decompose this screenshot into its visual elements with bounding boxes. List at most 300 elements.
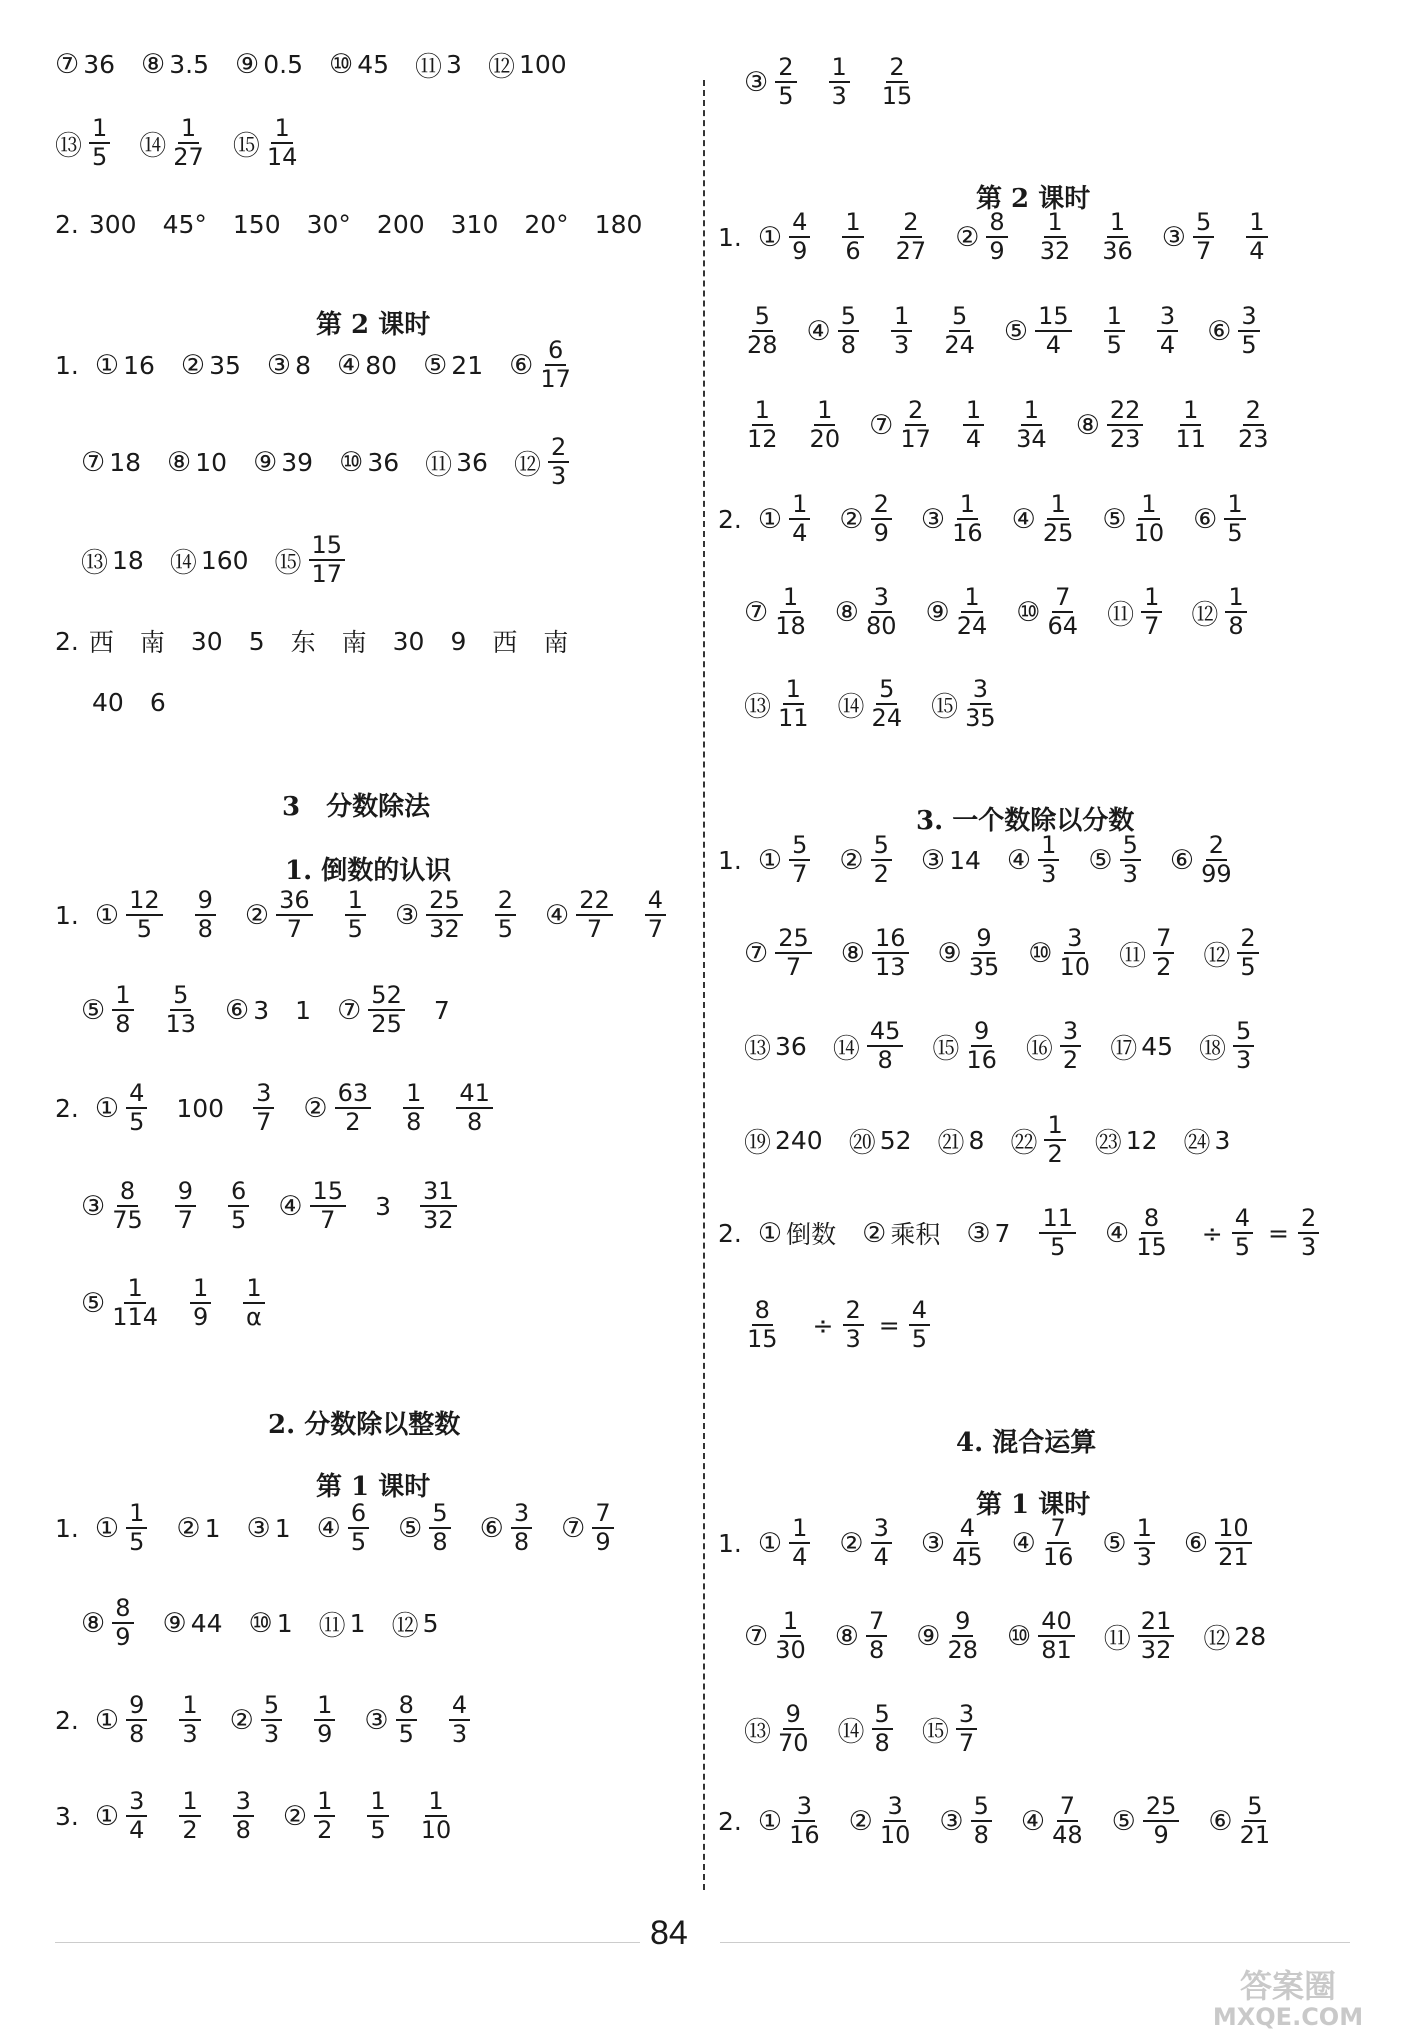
- item-marker: ③: [1161, 221, 1186, 253]
- item-marker: ㉑: [937, 1127, 965, 1159]
- numerator: 1: [126, 1500, 147, 1529]
- numerator: 2: [495, 887, 516, 916]
- denominator: 8: [1228, 612, 1244, 640]
- item-marker: ⑤: [398, 1512, 423, 1544]
- item-marker: ⑥: [1169, 844, 1195, 876]
- answer-item: [291, 623, 316, 659]
- answer-item: [337, 982, 408, 1038]
- answer-item: [453, 1080, 496, 1136]
- operator: ÷: [812, 1310, 834, 1340]
- answer-item: [1119, 925, 1177, 981]
- section-heading: 1. 倒数的认识: [285, 856, 452, 886]
- answer-value: 3: [375, 1191, 391, 1221]
- denominator: 5: [1106, 331, 1122, 359]
- numerator: 5: [876, 676, 897, 705]
- answer-item: [95, 887, 166, 943]
- fraction: [969, 925, 1000, 981]
- question-number: 3.: [55, 1801, 79, 1831]
- answer-item: [807, 303, 863, 359]
- numerator: 1: [124, 1275, 145, 1304]
- item-marker: ⑤: [1102, 503, 1127, 535]
- answer-line: [55, 1783, 480, 1849]
- answer-item: [1028, 925, 1093, 981]
- fraction: [1043, 1515, 1074, 1571]
- item-marker: ⑬: [744, 1033, 771, 1065]
- answer-item: [55, 1514, 89, 1543]
- denominator: 35: [968, 953, 1000, 981]
- denominator: 15: [747, 1325, 778, 1353]
- fraction: [173, 115, 204, 171]
- item-marker: ⑬: [744, 1716, 771, 1748]
- answer-value: 南: [543, 628, 569, 657]
- item-marker: ③: [939, 1805, 964, 1837]
- answer-line: [718, 1107, 1256, 1173]
- answer-item: [311, 1692, 338, 1748]
- answer-item: [377, 210, 425, 239]
- answer-item: [163, 982, 200, 1038]
- item-marker: ㉓: [1094, 1127, 1122, 1159]
- item-marker: ⑦: [81, 446, 106, 478]
- answer-item: [758, 491, 814, 547]
- item-marker: ⑦: [55, 48, 80, 80]
- numerator: 4: [449, 1692, 470, 1721]
- denominator: 3: [845, 1325, 861, 1353]
- numerator: 1: [1044, 209, 1065, 238]
- denominator: 25: [1042, 519, 1074, 547]
- fraction: [789, 832, 810, 888]
- answer-value: 40: [92, 687, 124, 717]
- numerator: 7: [592, 1500, 613, 1529]
- item-marker: ⑯: [1025, 1033, 1053, 1065]
- numerator: 5: [1193, 209, 1214, 238]
- item-marker: ①: [94, 1800, 120, 1832]
- fraction: [871, 1515, 892, 1571]
- answer-item: [283, 1788, 339, 1844]
- fraction: [348, 1500, 369, 1556]
- answer-item: [1102, 1515, 1158, 1571]
- fraction: [957, 584, 988, 640]
- answer-item: [176, 1513, 220, 1544]
- answer-item: [1088, 832, 1144, 888]
- fraction: [195, 887, 216, 943]
- numerator: 16: [872, 925, 909, 954]
- answer-item: [95, 350, 155, 381]
- answer-line: [55, 1590, 464, 1656]
- answer-line: [55, 882, 695, 948]
- answer-item: [246, 1513, 290, 1544]
- answer-item: [278, 1178, 349, 1234]
- answer-value: 16: [123, 350, 155, 380]
- item-marker: ⑪: [1119, 940, 1147, 972]
- fraction: [1136, 1205, 1167, 1261]
- answer-item: [921, 1515, 986, 1571]
- answer-value: 300: [88, 209, 137, 239]
- denominator: 3: [1236, 1046, 1252, 1074]
- fraction: [966, 1018, 997, 1074]
- answer-item: [1037, 209, 1074, 265]
- denominator: 7: [1144, 612, 1160, 640]
- answer-value: 7: [433, 995, 450, 1025]
- numerator: 1: [1104, 303, 1125, 332]
- answer-item: [267, 350, 311, 381]
- fraction: [867, 1018, 904, 1074]
- answer-item: [1112, 1793, 1183, 1849]
- numerator: 8: [752, 1297, 773, 1326]
- answer-line: [718, 49, 941, 115]
- numerator: 8: [396, 1692, 417, 1721]
- denominator: 7: [1196, 237, 1212, 265]
- answer-item: [1007, 1608, 1078, 1664]
- item-marker: ③: [920, 503, 946, 535]
- answer-value: 3: [446, 49, 462, 79]
- section-heading: 3. 一个数除以分数: [916, 806, 1135, 836]
- denominator: 2: [1062, 1046, 1079, 1074]
- answer-item: [1184, 1121, 1231, 1160]
- fraction: [253, 1080, 274, 1136]
- answer-item: [718, 1807, 752, 1836]
- denominator: 5: [92, 143, 108, 171]
- denominator: 5: [370, 1816, 386, 1844]
- question-number: 1.: [55, 1513, 79, 1543]
- answer-item: [95, 1692, 151, 1748]
- denominator: 15: [881, 82, 913, 110]
- fraction: [747, 1297, 778, 1353]
- denominator: 17: [900, 425, 931, 453]
- fraction: [243, 1275, 264, 1331]
- item-marker: ⑭: [837, 1716, 865, 1748]
- fraction: [1048, 584, 1079, 640]
- answer-item: [1203, 925, 1261, 981]
- operator: =: [1268, 1218, 1289, 1248]
- answer-line: [718, 1510, 1281, 1576]
- answer-item: [835, 584, 900, 640]
- denominator: 2: [345, 1108, 361, 1136]
- answer-item: [839, 209, 866, 265]
- answer-value: 9: [450, 626, 467, 656]
- answer-item: [1162, 209, 1218, 265]
- question-number: 2.: [55, 209, 79, 239]
- numerator: 9: [973, 925, 994, 954]
- numerator: 6: [545, 337, 566, 366]
- fraction: [789, 1793, 820, 1849]
- denominator: 9: [792, 237, 808, 265]
- answer-item: [1101, 303, 1128, 359]
- fraction: [314, 1692, 335, 1748]
- fraction: [1238, 397, 1269, 453]
- answer-item: [425, 443, 488, 482]
- numerator: 5: [1244, 1793, 1265, 1822]
- item-marker: ⑮: [232, 130, 260, 162]
- numerator: 5: [949, 303, 970, 332]
- answer-item: [187, 1275, 214, 1331]
- fraction: [396, 1692, 417, 1748]
- answer-item: [92, 688, 124, 717]
- item-marker: ③: [744, 66, 769, 98]
- item-marker: ⑪: [1107, 599, 1135, 631]
- item-marker: ①: [757, 1805, 783, 1837]
- answer-value: 3: [1214, 1125, 1231, 1155]
- denominator: 7: [792, 860, 808, 888]
- item-marker: ③: [920, 1527, 946, 1559]
- fraction: [228, 1178, 249, 1234]
- fraction: [1134, 1515, 1155, 1571]
- numerator: 3: [1064, 925, 1085, 954]
- fraction: [810, 397, 841, 453]
- denominator: 4: [1045, 331, 1061, 359]
- answer-item: [55, 351, 89, 380]
- item-marker: ④: [1020, 1805, 1046, 1837]
- denominator: 5: [136, 915, 152, 943]
- denominator: 7: [320, 1206, 336, 1234]
- fraction: [1044, 1112, 1065, 1168]
- footer-rule-right: [720, 1942, 1350, 1943]
- numerator: 9: [175, 1178, 196, 1207]
- denominator: 36: [1102, 237, 1133, 265]
- answer-value: 10: [195, 447, 228, 477]
- item-marker: ⑧: [167, 446, 192, 478]
- denominator: 8: [840, 331, 857, 359]
- answer-item: [176, 1788, 203, 1844]
- item-marker: ①: [94, 1512, 120, 1544]
- item-marker: ⑬: [744, 691, 771, 723]
- answer-value: 3: [253, 995, 270, 1025]
- item-marker: ⑱: [1199, 1033, 1226, 1065]
- answer-value: 0.5: [263, 49, 303, 79]
- answer-line: [718, 1013, 1283, 1079]
- answer-item: [398, 1500, 454, 1556]
- fraction: [1134, 491, 1165, 547]
- numerator: 9: [195, 887, 216, 916]
- svg-text:MXQE.COM: MXQE.COM: [1212, 2003, 1364, 2031]
- denominator: 9: [1153, 1821, 1169, 1849]
- item-marker: ①: [94, 1704, 120, 1736]
- item-marker: ⑫: [1203, 940, 1231, 972]
- numerator: 2: [775, 54, 796, 83]
- answer-item: [342, 623, 367, 659]
- answer-line: [55, 31, 593, 97]
- operator: ÷: [1201, 1218, 1223, 1248]
- question-number: 2.: [718, 1806, 742, 1836]
- question-number: 2.: [55, 1705, 79, 1735]
- denominator: 45: [952, 1543, 983, 1571]
- denominator: 21: [1239, 1821, 1271, 1849]
- numerator: 1: [780, 584, 801, 613]
- answer-value: 8: [968, 1125, 985, 1155]
- answer-item: [839, 832, 895, 888]
- answer-item: [249, 627, 265, 656]
- denominator: 24: [944, 331, 975, 359]
- item-marker: ⑥: [479, 1512, 504, 1544]
- answer-item: [81, 1275, 161, 1331]
- numerator: 15: [310, 1178, 347, 1207]
- item-marker: ⑨: [162, 1607, 187, 1639]
- answer-value: 6: [149, 687, 166, 717]
- fraction: [1039, 1205, 1076, 1261]
- section-heading: 第 1 课时: [316, 1472, 431, 1502]
- answer-line: [55, 527, 374, 593]
- denominator: 3: [831, 82, 847, 110]
- numerator: 1: [243, 1275, 264, 1304]
- numerator: 5: [261, 1692, 282, 1721]
- numerator: 21: [1138, 1608, 1175, 1637]
- fraction: [952, 1515, 983, 1571]
- fraction: [645, 887, 666, 943]
- numerator: 22: [576, 887, 613, 916]
- answer-item: [319, 1604, 366, 1643]
- numerator: 36: [276, 887, 313, 916]
- item-marker: ⑫: [1191, 599, 1219, 631]
- answer-item: [873, 1297, 933, 1353]
- answer-item: [81, 1595, 137, 1651]
- question-number: 2.: [55, 1093, 79, 1123]
- answer-item: [55, 115, 113, 171]
- fraction: [1232, 1205, 1253, 1261]
- denominator: 8: [877, 1046, 893, 1074]
- item-marker: ⑦: [744, 1620, 769, 1652]
- answer-item: [81, 447, 141, 478]
- answer-item: [1013, 397, 1050, 453]
- item-marker: ⑭: [169, 547, 197, 579]
- numerator: 9: [971, 1018, 992, 1047]
- numerator: 1: [1134, 1515, 1155, 1544]
- denominator: 7: [647, 915, 664, 943]
- fraction: [747, 303, 778, 359]
- fraction: [548, 434, 569, 490]
- denominator: 6: [845, 237, 861, 265]
- numerator: 1: [190, 1275, 211, 1304]
- fraction: [345, 887, 366, 943]
- answer-item: [758, 1515, 814, 1571]
- fraction: [112, 1178, 143, 1234]
- answer-value: 30: [190, 626, 223, 656]
- section-heading: 4. 混合运算: [956, 1428, 1097, 1458]
- item-marker: ⑥: [1193, 503, 1218, 535]
- numerator: 1: [961, 584, 982, 613]
- fraction: [986, 209, 1007, 265]
- denominator: 11: [778, 704, 809, 732]
- denominator: 2: [182, 1816, 198, 1844]
- section-heading: 第 2 课时: [976, 184, 1091, 214]
- answer-line: [718, 298, 1289, 364]
- numerator: 1: [891, 303, 912, 332]
- answer-item: [176, 1692, 203, 1748]
- answer-value: 44: [190, 1608, 223, 1638]
- fraction: [1038, 832, 1059, 888]
- denominator: 28: [947, 1636, 979, 1664]
- item-marker: ⑮: [931, 691, 959, 723]
- answer-item: [303, 1080, 374, 1136]
- denominator: 2: [317, 1816, 333, 1844]
- denominator: 17: [311, 560, 343, 588]
- answer-value: 3.5: [169, 49, 210, 79]
- denominator: 18: [775, 612, 806, 640]
- item-marker: ①: [94, 1092, 120, 1124]
- numerator: 22: [1107, 397, 1144, 426]
- numerator: 1: [842, 209, 863, 238]
- answer-item: [509, 337, 574, 393]
- answer-item: [230, 1692, 286, 1748]
- fraction: [1016, 397, 1047, 453]
- denominator: 34: [1016, 425, 1047, 453]
- denominator: 2: [1156, 953, 1172, 981]
- answer-item: [240, 1275, 267, 1331]
- answer-item: [329, 49, 389, 80]
- numerator: 4: [957, 1515, 978, 1544]
- denominator: 64: [1047, 612, 1079, 640]
- numerator: 15: [309, 532, 346, 561]
- question-number: 2.: [718, 504, 742, 534]
- numerator: 9: [952, 1608, 973, 1637]
- numerator: 1: [1038, 832, 1059, 861]
- item-marker: ⑩: [339, 446, 364, 478]
- denominator: 7: [586, 915, 603, 943]
- answer-item: [849, 1121, 912, 1160]
- denominator: 23: [1109, 425, 1141, 453]
- answer-value: 39: [281, 447, 314, 477]
- fraction: [1107, 397, 1144, 453]
- answer-item: [233, 115, 301, 171]
- answer-item: [838, 676, 906, 732]
- answer-item: [1110, 1027, 1173, 1066]
- fraction: [175, 1178, 196, 1234]
- answer-item: [744, 925, 815, 981]
- item-marker: ①: [757, 1217, 783, 1249]
- answer-item: [524, 210, 568, 239]
- item-marker: ⑪: [425, 449, 453, 481]
- item-marker: ⑤: [1102, 1527, 1127, 1559]
- answer-item: [450, 627, 466, 656]
- denominator: 5: [231, 1206, 247, 1234]
- fraction: [900, 397, 931, 453]
- denominator: 3: [550, 462, 567, 490]
- denominator: 9: [317, 1720, 333, 1748]
- item-marker: ①: [757, 221, 783, 253]
- denominator: 25: [371, 1010, 402, 1038]
- denominator: 4: [1159, 331, 1176, 359]
- answer-item: [423, 350, 483, 381]
- fraction: [421, 1788, 452, 1844]
- fraction: [871, 491, 892, 547]
- answer-item: [826, 54, 853, 110]
- denominator: 3: [1041, 860, 1057, 888]
- answer-value: 30°: [306, 209, 351, 239]
- item-marker: ⑮: [274, 547, 302, 579]
- item-marker: ⑦: [744, 937, 769, 969]
- numerator: 7: [1153, 925, 1174, 954]
- numerator: 8: [117, 1178, 138, 1207]
- answer-item: [480, 1500, 536, 1556]
- answer-line: [718, 1603, 1292, 1669]
- item-marker: ⑥: [1183, 1527, 1209, 1559]
- numerator: 7: [866, 1608, 887, 1637]
- numerator: 40: [1038, 1608, 1075, 1637]
- fraction: [896, 209, 927, 265]
- answer-item: [932, 1018, 1000, 1074]
- answer-item: [375, 1192, 391, 1221]
- fraction: [367, 1788, 388, 1844]
- fraction: [1104, 303, 1125, 359]
- answer-value: 18: [109, 447, 142, 477]
- answer-item: [1036, 1205, 1079, 1261]
- numerator: 3: [253, 1080, 274, 1109]
- numerator: 2: [843, 1297, 864, 1326]
- denominator: 4: [792, 519, 808, 547]
- answer-item: [758, 1215, 836, 1251]
- numerator: 1: [752, 397, 773, 426]
- fraction: [89, 115, 110, 171]
- denominator: 9: [115, 1623, 131, 1651]
- answer-value: 36: [83, 49, 116, 79]
